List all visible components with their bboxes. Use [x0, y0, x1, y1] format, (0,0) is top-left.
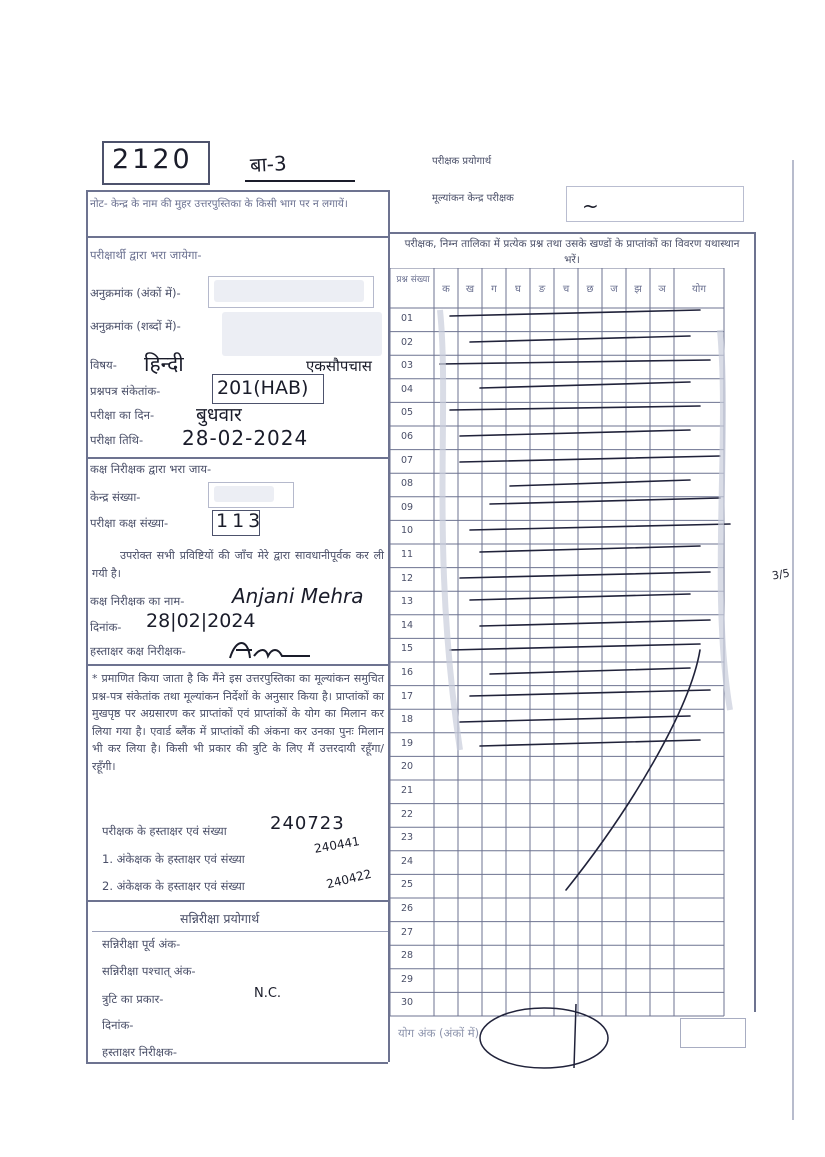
center-no-label: केन्द्र संख्या- [90, 490, 141, 504]
subject-label: विषय- [90, 358, 117, 372]
q-number-header: प्रश्न संख्या [396, 275, 430, 285]
col-header-10: ञ [658, 284, 666, 295]
room-no-label: परीक्षा कक्ष संख्या- [90, 516, 169, 530]
top-right-faint-1: परीक्षक प्रयोगार्थ [432, 156, 492, 167]
bottom-border [86, 1062, 388, 1064]
examiner-sign-label: परीक्षक के हस्ताक्षर एवं संख्या [102, 824, 227, 838]
row-number: 16 [400, 667, 414, 678]
row-number: 24 [400, 855, 414, 867]
col-header-1: क [442, 284, 450, 295]
scrutiny-sign-label: हस्ताक्षर निरीक्षक- [102, 1045, 177, 1059]
row-number: 13 [400, 596, 414, 608]
error-type-value: N.C. [254, 986, 282, 1001]
row-number: 28 [400, 950, 414, 962]
col-header-9: झ [634, 284, 642, 295]
col-header-6: च [562, 284, 570, 295]
roll-no-digits-label: अनुक्रमांक (अंकों में)- [90, 286, 181, 300]
total-col-header: योग [691, 284, 707, 295]
invigilator-sign-label: हस्ताक्षर कक्ष निरीक्षक- [90, 644, 186, 658]
certification-text: * प्रमाणित किया जाता है कि मैंने इस उत्तरपुस्तिका का मूल्यांकन समुचित प्रश्न-पत्र संकेतांक तथा मूल्यांकन निर्देशों के अनुसार किया है। प्राप्तांकों का मुखपृष्ठ पर अग्रसारण कर प्राप्तांकों एवं प्राप्तांकों के योग का मिलान कर लिया गया है। एवार्ड ब्लैंक में प्राप्तांकों की अंकना कर उनका पुनः मिलान भी कर लिया है। किसी भी प्रकार की त्रुटि के लिए मैं उत्तरदायी रहूँगा/रहूँगी। [92, 672, 384, 773]
top-border [86, 190, 388, 192]
invigilator-date-label: दिनांक- [90, 620, 122, 634]
row-number: 19 [400, 737, 414, 749]
cert-end-border [86, 900, 388, 902]
col-header-8: ज [610, 284, 618, 295]
col-header-4: घ [515, 284, 521, 295]
row-number: 30 [400, 997, 414, 1009]
subject-value: हिन्दी [144, 352, 184, 376]
table-top-border [390, 232, 754, 234]
row-number: 23 [400, 832, 414, 844]
invigilator-date-value: 28|02|2024 [146, 610, 256, 632]
top-right-faint-2: मूल्यांकन केन्द्र परीक्षक [432, 193, 514, 204]
checker2-label: 2. अंकेक्षक के हस्ताक्षर एवं संख्या [102, 879, 245, 893]
row-number: 17 [400, 690, 414, 702]
row-number: 01 [400, 313, 414, 324]
row-number: 03 [400, 360, 414, 372]
row-number: 21 [400, 785, 414, 796]
note-border [86, 236, 388, 238]
scrutiny-heading-underline [92, 931, 388, 932]
checker1-no: 240441 [313, 834, 361, 856]
words-value: एकसौपचास [306, 357, 372, 375]
scrutiny-before-label: सन्निरीक्षा पूर्व अंक- [102, 937, 181, 951]
handwritten-mark: बा-3 [249, 151, 288, 177]
row-number: 12 [400, 572, 414, 584]
invigilator-heading: कक्ष निरीक्षक द्वारा भरा जाय- [90, 462, 212, 476]
row-number: 18 [400, 714, 414, 726]
row-number: 06 [400, 431, 414, 442]
checker1-label: 1. अंकेक्षक के हस्ताक्षर एवं संख्या [102, 852, 245, 866]
exam-day-label: परीक्षा का दिन- [90, 408, 155, 422]
row-number: 14 [400, 619, 414, 631]
paper-code-label: प्रश्नपत्र संकेतांक- [90, 384, 161, 398]
invigilator-name-value: Anjani Mehra [232, 584, 364, 608]
candidate-heading: परीक्षार्थी द्वारा भरा जायेगा- [90, 248, 202, 262]
room-no-value: 113 [216, 510, 265, 532]
invigilator-name-label: कक्ष निरीक्षक का नाम- [90, 594, 185, 608]
exam-date-value: 28-02-2024 [182, 426, 309, 450]
row-number: 29 [400, 973, 414, 985]
checker2-no: 240422 [324, 866, 373, 892]
row-number: 08 [400, 478, 414, 490]
grand-total-box [680, 1018, 746, 1048]
note-text: नोट- केन्द्र के नाम की मुहर उत्तरपुस्तिका के किसी भाग पर न लगायें। [90, 198, 348, 210]
paper-code-value: 201(HAB) [217, 377, 309, 399]
roll-no-words-redacted [222, 312, 382, 356]
scrutiny-date-label: दिनांक- [102, 1018, 134, 1032]
mark-underline [245, 180, 355, 182]
roll-no-redacted [214, 280, 364, 302]
roll-no-words-label: अनुक्रमांक (शब्दों में)- [90, 319, 181, 333]
invigilator-signature [226, 636, 316, 666]
row-number: 26 [400, 903, 414, 914]
left-form-border [86, 190, 88, 1062]
row-number: 09 [400, 501, 414, 513]
col-header-3: ग [491, 284, 497, 295]
evaluator-strokes [390, 290, 810, 910]
col-header-7: छ [586, 284, 594, 295]
row-number: 10 [400, 525, 414, 537]
error-type-label: त्रुटि का प्रकार- [102, 992, 164, 1006]
row-number: 20 [400, 761, 414, 773]
row-number: 07 [400, 454, 414, 466]
row-number: 02 [400, 336, 414, 348]
code-box-value: 2120 [112, 144, 193, 175]
side-mark: 3/5 [771, 566, 791, 583]
row-number: 15 [400, 643, 414, 655]
exam-date-label: परीक्षा तिथि- [90, 433, 144, 447]
scrutiny-after-label: सन्निरीक्षा पश्चात् अंक- [102, 964, 196, 978]
row-number: 05 [400, 407, 414, 419]
table-instruction: परीक्षक, निम्न तालिका में प्रत्येक प्रश्न तथा उसके खण्डों के प्राप्तांकों का विवरण यथास्थान भरें। [404, 238, 740, 266]
grand-total-label: योग अंक (अंकों में) [398, 1026, 480, 1040]
col-header-2: ख [465, 284, 475, 295]
center-no-redacted [214, 486, 274, 502]
col-header-5: ङ [538, 284, 546, 295]
row-number: 22 [400, 808, 414, 820]
candidate-end-border [86, 457, 388, 459]
examiner-no: 240723 [270, 813, 345, 834]
exam-day-value: बुधवार [196, 404, 242, 426]
scrutiny-heading: सन्निरीक्षा प्रयोगार्थ [180, 911, 260, 926]
row-number: 11 [400, 549, 414, 560]
bottom-circle-scribble [474, 998, 614, 1074]
top-right-initials: ~ [582, 194, 599, 218]
row-number: 04 [400, 383, 414, 395]
row-number: 25 [400, 879, 414, 891]
row-number: 27 [400, 926, 414, 938]
verify-text: उपरोक्त सभी प्रविष्टियों की जाँच मेरे द्वारा सावधानीपूर्वक कर ली गयी है। [92, 549, 384, 580]
